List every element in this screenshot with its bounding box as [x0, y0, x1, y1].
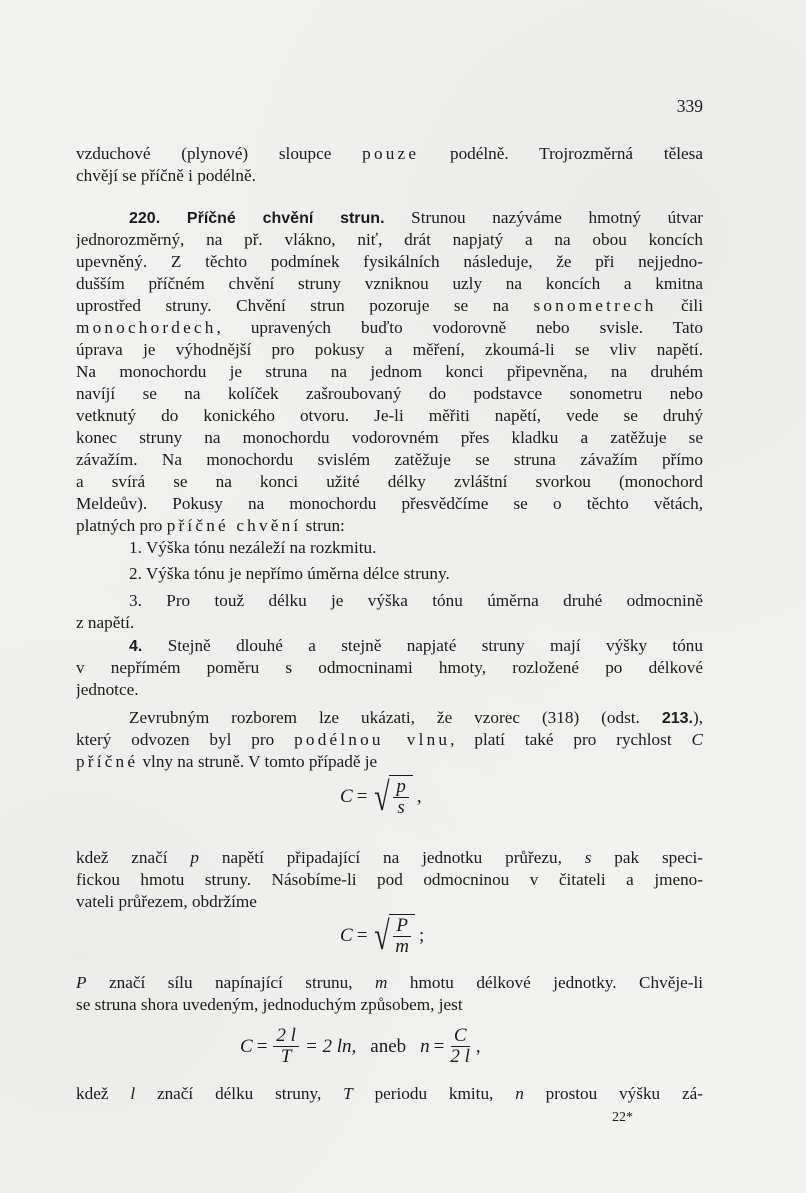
numerator: C [451, 1026, 470, 1047]
text-line [76, 515, 703, 537]
formula-punct: , [475, 1035, 481, 1057]
page-number: 339 [676, 96, 703, 116]
text-run: pak speci- [591, 848, 703, 867]
text-run: 1. Výška tónu nezáleží na rozkmitu. [129, 538, 377, 557]
text-line [76, 449, 703, 471]
text-run: závažím. Na monochordu svislém zatěžuje se struna závažím přímo [76, 450, 703, 469]
bold-text: 213. [661, 710, 693, 727]
text-line [76, 891, 703, 913]
text-run: vzduchové (plynové) sloupce [76, 144, 363, 163]
denominator: T [280, 1046, 292, 1067]
text-line [76, 273, 703, 295]
text-run: , upravených buďto vodorovně nebo svisle. Tato [216, 318, 703, 337]
text-line [76, 537, 703, 559]
text-run: 2. Výška tónu je nepřímo úměrna délce struny. [129, 564, 450, 583]
text-line [76, 657, 703, 679]
numerator: 2 l [273, 1026, 299, 1047]
text-line [76, 229, 703, 251]
text-line [76, 869, 703, 891]
text-line [76, 143, 703, 165]
text-line [76, 1083, 703, 1105]
text-run: Strunou nazýváme hmotný útvar [384, 208, 703, 227]
denominator: s [397, 797, 405, 818]
text-run: strun: [301, 516, 345, 535]
text-run: Zevrubným rozborem lze ukázati, že vzorec (318) (odst. [129, 708, 662, 727]
text-run: ), [692, 708, 703, 727]
text-run: navíjí se na kolíček zašroubovaný do podstavce sonometru nebo [76, 384, 703, 403]
text-run: podélně. Trojrozměrná tělesa [419, 144, 703, 163]
text-run: vetknutý do konického otvoru. Je-li měřiti napětí, vede se druhý [76, 406, 703, 425]
paragraph [76, 972, 703, 1016]
text-line [76, 295, 703, 317]
text-run: Na monochordu je struna na jednom konci připevněna, na druhém [76, 362, 703, 381]
math-symbol: s [584, 848, 592, 867]
text-line [76, 590, 703, 612]
text-run: dušším příčném chvění struny vzniknou uzly na koncích a kmitna [76, 274, 703, 293]
radical-sign-icon: √ [374, 912, 391, 958]
text-line [76, 751, 703, 773]
text-run: se struna shora uvedeným, jednoduchým způsobem, jest [76, 995, 463, 1014]
text-line [76, 207, 703, 229]
formula-word: aneb [370, 1035, 407, 1057]
text-run: jednorozměrný, na př. vlákno, niť, drát napjatý a na obou koncích [76, 230, 703, 249]
text-run: , platí také pro rychlost [450, 730, 692, 749]
paragraph [76, 847, 703, 913]
paragraph [76, 207, 703, 537]
text-run: z napětí. [76, 613, 135, 632]
square-root [371, 775, 412, 818]
fraction-C-2l [450, 1026, 470, 1067]
text-run: a svírá se na konci užité délky zvláštní svorkou (monochord [76, 472, 703, 491]
math-symbol: P [76, 973, 87, 992]
text-run: konec struny na monochordu vodorovném přes kladku a zatěžuje se [76, 428, 703, 447]
text-run: prostou výšku zá- [523, 1084, 703, 1103]
formula-equals: = [256, 1035, 268, 1057]
text-line [76, 635, 703, 657]
text-line [76, 707, 703, 729]
text-run: jednotce. [76, 680, 139, 699]
math-symbol: m [375, 973, 388, 992]
numerator: P [393, 916, 411, 937]
text-run: vlny na struně. V tomto případě je [138, 752, 378, 771]
text-run: Meldeův). Pokusy na monochordu přesvědčíme se o těchto větách, [76, 494, 703, 513]
spaced-emphasis: příčné [76, 752, 139, 771]
bold-text: 4. [129, 638, 143, 655]
text-line [76, 994, 703, 1016]
formula-punct: ; [418, 924, 425, 946]
paragraph [76, 537, 703, 559]
text-run: v nepřímém poměru s odmocninami hmoty, rozložené po délkové [76, 658, 703, 677]
text-line [76, 612, 703, 634]
math-symbol: n [515, 1084, 524, 1103]
paragraph [76, 1083, 703, 1105]
text-line [76, 361, 703, 383]
paragraph [76, 563, 703, 585]
text-line [76, 679, 703, 701]
spaced-emphasis: příčné chvění [166, 516, 302, 535]
text-line [76, 317, 703, 339]
text-run: napětí připadající na jednotku průřezu, [199, 848, 585, 867]
formula-equals: = [433, 1035, 445, 1057]
paragraph [76, 707, 703, 773]
formula-middle: = 2 ln, [304, 1035, 357, 1057]
formula-lhs: C [340, 924, 353, 946]
text-run: 3. Pro touž délku je výška tónu úměrna druhé odmocnině [129, 591, 703, 610]
text-line [76, 471, 703, 493]
formula-lhs: C [340, 785, 353, 807]
formula-punct: , [416, 785, 422, 807]
text-run: fickou hmotu struny. Násobíme-li pod odmocninou v čitateli a jmeno- [76, 870, 703, 889]
math-symbol: p [190, 848, 199, 867]
square-root [371, 914, 415, 957]
text-line [76, 339, 703, 361]
spaced-emphasis: sonometrech [533, 296, 657, 315]
text-run: uprostřed struny. Chvění strun pozoruje se na [76, 296, 534, 315]
text-line [76, 493, 703, 515]
formula-lhs: C [240, 1035, 253, 1057]
formula-velocity-p-s [340, 775, 422, 818]
text-line [76, 405, 703, 427]
bold-text: 220. Příčné chvění strun. [129, 210, 385, 227]
formula-velocity-P-m [340, 914, 424, 957]
paragraph [76, 590, 703, 634]
text-line [76, 847, 703, 869]
radical-sign-icon: √ [374, 773, 391, 819]
text-run: platných pro [76, 516, 167, 535]
text-run: čili [656, 296, 703, 315]
text-run: chvějí se příčně i podélně. [76, 166, 256, 185]
text-run: úprava je výhodnější pro pokusy a měření, zkoumá-li se vliv napětí. [76, 340, 703, 359]
formula-equals: = [356, 924, 368, 946]
text-line [76, 383, 703, 405]
text-run: značí délku struny, [135, 1084, 344, 1103]
text-line [76, 251, 703, 273]
paragraph [76, 635, 703, 701]
math-symbol: C [691, 730, 703, 749]
fraction-2l-T [273, 1026, 299, 1067]
paragraph [76, 143, 703, 187]
spaced-emphasis: monochordech [76, 318, 217, 337]
numerator: p [393, 777, 409, 798]
text-run: značí sílu napínající strunu, [86, 973, 376, 992]
text-run: kdež [76, 1084, 131, 1103]
denominator: 2 l [450, 1046, 470, 1067]
text-run: vateli průřezem, obdržíme [76, 892, 257, 911]
text-run: kdež značí [76, 848, 191, 867]
spaced-emphasis: pouze [362, 144, 420, 163]
formula-equals: = [356, 785, 368, 807]
formula-frequency [240, 1026, 481, 1067]
denominator: m [395, 936, 410, 957]
text-run: Stejně dlouhé a stejně napjaté struny mají výšky tónu [142, 636, 703, 655]
text-run: upevněný. Z těchto podmínek fysikálních následuje, že při nejjedno- [76, 252, 703, 271]
text-run: který odvozen byl pro [76, 730, 295, 749]
text-line [76, 563, 703, 585]
text-line [76, 729, 703, 751]
footer-signature: 22* [612, 1110, 633, 1125]
text-run: hmotu délkové jednotky. Chvěje-li [387, 973, 703, 992]
spaced-emphasis: podélnou vlnu [294, 730, 451, 749]
formula-lhs2: n [420, 1035, 430, 1057]
text-line [76, 427, 703, 449]
text-line [76, 972, 703, 994]
text-run: periodu kmitu, [352, 1084, 516, 1103]
text-line [76, 165, 703, 187]
math-symbol: T [343, 1084, 353, 1103]
math-symbol: l [130, 1084, 136, 1103]
